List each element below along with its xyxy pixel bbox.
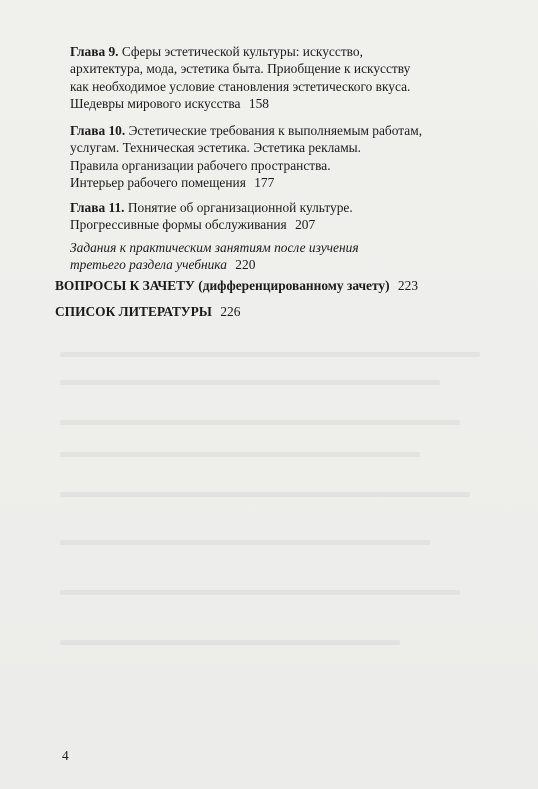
toc-line: архитектура, мода, эстетика быта. Приобщение к искусству [70, 61, 411, 77]
show-through [60, 540, 430, 545]
toc-line: Интерьер рабочего помещения [70, 175, 246, 191]
toc-entry-chapter-10[interactable] [70, 122, 522, 192]
chapter-label: Глава 10. [70, 123, 126, 138]
show-through [60, 420, 460, 425]
page-ref: 207 [295, 217, 316, 233]
page-number: 4 [62, 748, 69, 763]
toc-entry-text [70, 199, 522, 216]
section-heading: СПИСОК ЛИТЕРАТУРЫ [55, 304, 212, 319]
toc-line: как необходимое условие становления эстетического вкуса. [70, 78, 411, 94]
show-through [60, 352, 480, 357]
section-heading: ВОПРОСЫ К ЗАЧЕТУ (дифференцированному зачету) [55, 278, 390, 293]
toc-line: Задания к практическим занятиям после изучения [70, 240, 359, 255]
toc-line: Прогрессивные формы обслуживания [70, 217, 287, 233]
toc-last-line [70, 174, 522, 191]
show-through [60, 590, 460, 595]
toc-last-line [70, 216, 522, 233]
show-through [60, 640, 400, 645]
toc-last-line [55, 277, 522, 294]
show-through [60, 380, 440, 385]
toc-line: услугам. Техническая эстетика. Эстетика рекламы. [70, 140, 362, 156]
toc-entry-chapter-11[interactable] [70, 199, 522, 234]
toc-last-line [70, 95, 522, 112]
page-ref: 177 [254, 175, 275, 191]
page-ref: 158 [248, 96, 269, 112]
toc-line: Правила организации рабочего пространства. [70, 157, 331, 173]
toc-entry-assignments[interactable] [70, 239, 522, 274]
toc-line: Шедевры мирового искусства [70, 96, 241, 112]
show-through [60, 492, 470, 497]
toc-last-line [55, 303, 522, 320]
toc-entry-chapter-9[interactable] [70, 43, 522, 113]
chapter-label: Глава 11. [70, 200, 125, 215]
show-through [60, 452, 420, 457]
chapter-label: Глава 9. [70, 44, 119, 59]
toc-line: третьего раздела учебника [70, 257, 227, 273]
page-ref: 223 [397, 278, 419, 293]
toc-entry-literature[interactable] [55, 303, 522, 320]
toc-line: Эстетические требования к выполняемым работам, [125, 123, 423, 138]
toc-entry-text [70, 122, 522, 139]
toc-line: Понятие об организационной культуре. [124, 200, 353, 215]
toc-entry-text [70, 43, 522, 60]
toc-line: Сферы эстетической культуры: искусство, [118, 44, 363, 59]
toc-last-line [70, 256, 522, 273]
page-ref: 226 [220, 304, 241, 319]
page-ref: 220 [235, 257, 256, 273]
toc-entry-questions[interactable] [55, 277, 522, 294]
